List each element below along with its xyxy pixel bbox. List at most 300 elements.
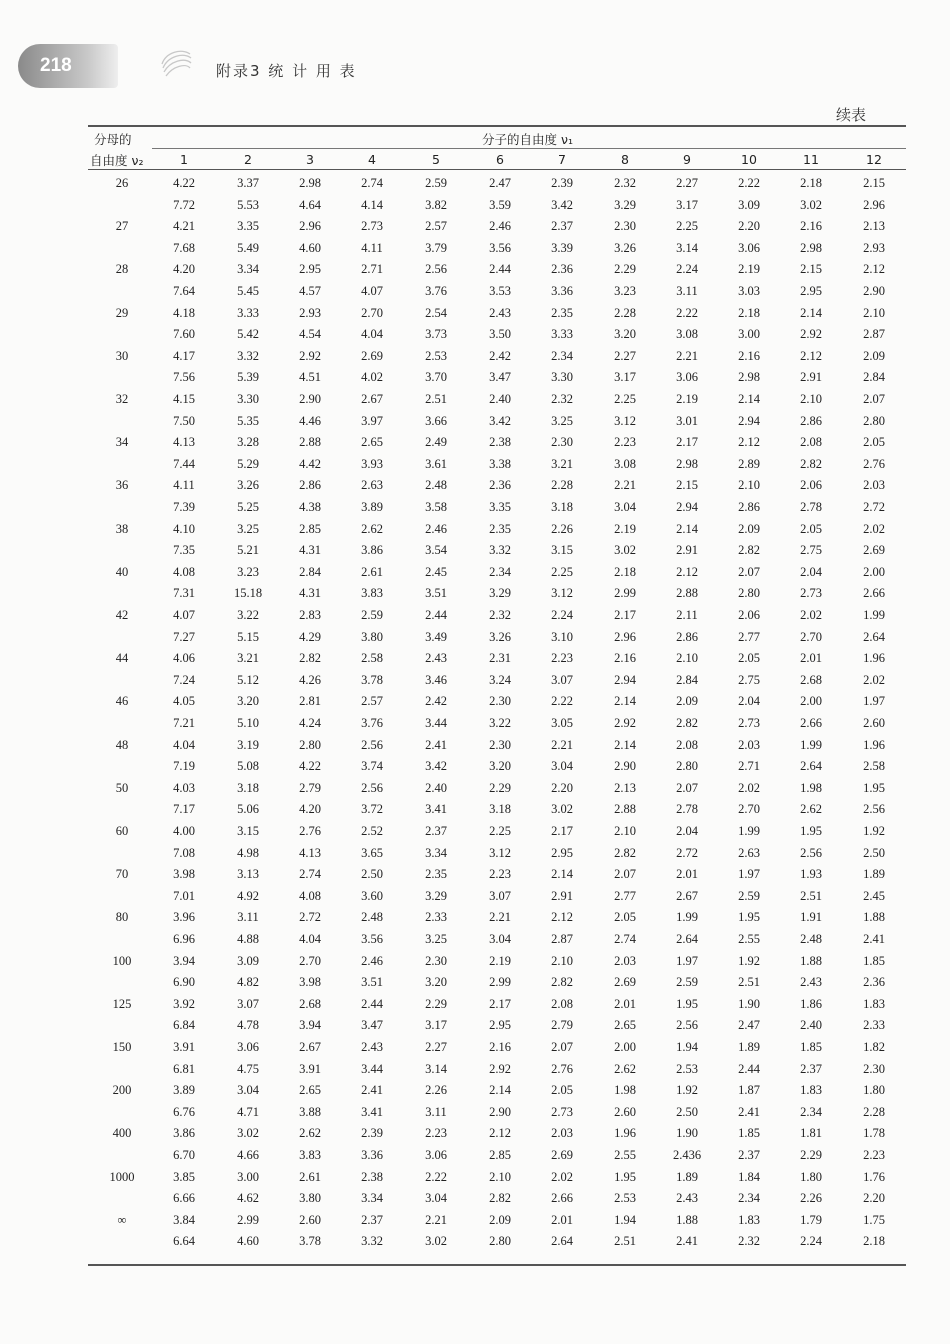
table-cell: 3.59 bbox=[489, 197, 511, 212]
table-cell: 2.67 bbox=[299, 1040, 321, 1054]
table-cell: 2.25 bbox=[676, 219, 698, 234]
table-cell: 6.70 bbox=[173, 1148, 195, 1162]
table-cell: 1.86 bbox=[800, 996, 822, 1011]
table-cell: 2.26 bbox=[800, 1191, 822, 1206]
table-cell: 2.56 bbox=[676, 1018, 698, 1033]
table-cell: 2.37 bbox=[425, 824, 447, 838]
table-cell: 4.15 bbox=[173, 392, 195, 406]
table-cell: 2.18 bbox=[738, 305, 760, 320]
table-cell: 3.35 bbox=[237, 219, 259, 234]
table-cell: 2.17 bbox=[614, 608, 636, 622]
table-cell: 2.28 bbox=[614, 305, 636, 320]
table-cell: 1.95 bbox=[614, 1169, 636, 1184]
table-cell: 4.57 bbox=[299, 284, 321, 298]
table-cell: 3.19 bbox=[237, 737, 259, 752]
table-cell: 2.85 bbox=[489, 1148, 511, 1162]
table-cell: 2.21 bbox=[614, 478, 636, 493]
table-cell: 3.65 bbox=[361, 845, 383, 860]
table-cell: 2.88 bbox=[299, 435, 321, 450]
running-head: 附录3 统 计 用 表 bbox=[216, 62, 357, 80]
table-cell: 2.09 bbox=[863, 348, 885, 363]
table-cell: 3.08 bbox=[614, 456, 636, 471]
table-cell: 2.03 bbox=[614, 953, 636, 968]
table-cell: 2.22 bbox=[738, 176, 760, 190]
table-cell: 3.34 bbox=[237, 262, 259, 277]
table-cell: 2.12 bbox=[800, 348, 822, 363]
table-cell: 2.29 bbox=[425, 996, 447, 1011]
table-cell: 7.19 bbox=[173, 759, 195, 774]
table-cell: 2.70 bbox=[361, 305, 383, 320]
table-cell: 3.32 bbox=[489, 543, 511, 558]
table-cell: 4.31 bbox=[299, 586, 321, 601]
table-cell: 5.35 bbox=[237, 413, 259, 428]
table-cell: 5.49 bbox=[237, 240, 259, 255]
table-cell: 2.14 bbox=[489, 1083, 511, 1098]
table-cell: 2.01 bbox=[614, 996, 636, 1011]
table-cell: 2.23 bbox=[425, 1126, 447, 1141]
table-cell: 2.84 bbox=[863, 370, 885, 385]
table-cell: 3.41 bbox=[361, 1104, 383, 1119]
table-cell: 2.74 bbox=[299, 867, 321, 882]
column-header: 2 bbox=[244, 152, 252, 167]
table-cell: 3.02 bbox=[237, 1126, 259, 1141]
table-cell: 2.60 bbox=[863, 716, 885, 730]
table-cell: 2.78 bbox=[800, 500, 822, 514]
table-cell: 3.97 bbox=[361, 413, 383, 428]
table-cell: 2.79 bbox=[299, 780, 321, 795]
table-cell: 3.34 bbox=[361, 1191, 383, 1206]
table-cell: 3.38 bbox=[489, 456, 511, 471]
table-cell: 3.91 bbox=[299, 1061, 321, 1076]
table-cell: 2.41 bbox=[863, 932, 885, 946]
table-cell: 2.32 bbox=[614, 176, 636, 190]
table-cell: 2.56 bbox=[425, 262, 447, 277]
table-cell: 3.06 bbox=[425, 1148, 447, 1162]
table-cell: 4.21 bbox=[173, 219, 195, 234]
table-cell: 3.18 bbox=[489, 802, 511, 817]
table-cell: 2.17 bbox=[551, 824, 573, 838]
table-cell: 7.27 bbox=[173, 629, 195, 644]
table-cell: 4.64 bbox=[299, 197, 321, 212]
table-cell: 2.70 bbox=[800, 629, 822, 644]
table-cell: 2.72 bbox=[299, 910, 321, 925]
table-cell: 1.95 bbox=[738, 910, 760, 925]
table-cell: 2.62 bbox=[361, 521, 383, 536]
table-cell: 2.36 bbox=[863, 975, 885, 990]
table-cell: 3.17 bbox=[676, 197, 698, 212]
table-cell: 2.76 bbox=[299, 824, 321, 838]
table-cell: 2.30 bbox=[863, 1061, 885, 1076]
table-cell: 2.25 bbox=[489, 824, 511, 838]
table-cell: 2.14 bbox=[614, 737, 636, 752]
table-cell: 3.79 bbox=[425, 240, 447, 255]
table-cell: 2.64 bbox=[676, 932, 698, 946]
table-cell: 2.19 bbox=[489, 953, 511, 968]
table-cell: 2.75 bbox=[800, 543, 822, 558]
table-cell: 3.42 bbox=[551, 197, 573, 212]
table-cell: 3.98 bbox=[173, 867, 195, 882]
table-cell: 2.41 bbox=[425, 737, 447, 752]
table-cell: 3.25 bbox=[237, 521, 259, 536]
table-cell: 2.80 bbox=[489, 1234, 511, 1249]
table-top-rule bbox=[88, 125, 906, 127]
table-cell: 3.94 bbox=[173, 953, 195, 968]
table-cell: 2.61 bbox=[299, 1169, 321, 1184]
table-cell: 3.15 bbox=[551, 543, 573, 558]
column-header: 7 bbox=[558, 152, 566, 167]
table-cell: 2.08 bbox=[551, 996, 573, 1011]
table-cell: 5.25 bbox=[237, 500, 259, 514]
table-cell: 2.70 bbox=[738, 802, 760, 817]
table-cell: 2.19 bbox=[738, 262, 760, 277]
table-cell: 2.27 bbox=[676, 176, 698, 190]
table-cell: 2.65 bbox=[614, 1018, 636, 1033]
table-cell: 3.36 bbox=[551, 284, 573, 298]
table-cell: 4.00 bbox=[173, 824, 195, 838]
table-cell: 3.92 bbox=[173, 996, 195, 1011]
table-cell: 4.22 bbox=[299, 759, 321, 774]
table-cell: 4.24 bbox=[299, 716, 321, 730]
table-cell: 4.07 bbox=[361, 284, 383, 298]
table-cell: 3.06 bbox=[738, 240, 760, 255]
table-cell: 1.88 bbox=[863, 910, 885, 925]
continued-label: 续表 bbox=[836, 106, 867, 124]
table-cell: 2.91 bbox=[551, 888, 573, 903]
table-cell: 3.03 bbox=[738, 284, 760, 298]
table-cell: 4.05 bbox=[173, 694, 195, 709]
table-cell: 2.67 bbox=[361, 392, 383, 406]
table-cell: 4.51 bbox=[299, 370, 321, 385]
table-cell: 3.44 bbox=[361, 1061, 383, 1076]
table-cell: 2.14 bbox=[676, 521, 698, 536]
table-cell: 2.62 bbox=[614, 1061, 636, 1076]
table-cell: 2.37 bbox=[361, 1212, 383, 1227]
table-cell: 2.42 bbox=[489, 348, 511, 363]
table-cell: 3.10 bbox=[551, 629, 573, 644]
table-cell: 2.46 bbox=[361, 953, 383, 968]
table-cell: 2.15 bbox=[676, 478, 698, 493]
table-cell: 4.71 bbox=[237, 1104, 259, 1119]
table-cell: 2.23 bbox=[489, 867, 511, 882]
table-cell: 2.34 bbox=[489, 564, 511, 579]
table-cell: 5.45 bbox=[237, 284, 259, 298]
table-cell: 3.36 bbox=[361, 1148, 383, 1162]
page-number-badge bbox=[18, 44, 118, 88]
table-cell: 3.23 bbox=[614, 284, 636, 298]
table-cell: 4.20 bbox=[173, 262, 195, 277]
table-cell: 2.98 bbox=[800, 240, 822, 255]
table-cell: 2.56 bbox=[361, 737, 383, 752]
table-cell: 2.77 bbox=[738, 629, 760, 644]
table-cell: 2.10 bbox=[551, 953, 573, 968]
table-cell: 2.27 bbox=[614, 348, 636, 363]
table-cell: 2.55 bbox=[738, 932, 760, 946]
df-label: 48 bbox=[115, 737, 129, 752]
table-cell: 2.16 bbox=[489, 1040, 511, 1054]
table-cell: 1.95 bbox=[676, 996, 698, 1011]
table-cell: 1.95 bbox=[863, 780, 885, 795]
table-cell: 2.55 bbox=[614, 1148, 636, 1162]
table-cell: 2.82 bbox=[676, 716, 698, 730]
table-cell: 3.39 bbox=[551, 240, 573, 255]
table-cell: 3.84 bbox=[173, 1212, 195, 1227]
table-cell: 2.82 bbox=[299, 651, 321, 666]
table-cell: 2.46 bbox=[425, 521, 447, 536]
table-cell: 2.29 bbox=[614, 262, 636, 277]
column-header: 11 bbox=[803, 152, 819, 167]
table-cell: 6.90 bbox=[173, 975, 195, 990]
table-cell: 2.51 bbox=[738, 975, 760, 990]
table-cell: 3.29 bbox=[614, 197, 636, 212]
table-cell: 4.46 bbox=[299, 413, 321, 428]
table-cell: 2.13 bbox=[863, 219, 885, 234]
table-cell: 2.10 bbox=[738, 478, 760, 493]
table-cell: 3.21 bbox=[551, 456, 573, 471]
table-cell: 2.34 bbox=[738, 1191, 760, 1206]
table-cell: 2.51 bbox=[800, 888, 822, 903]
df-label: 400 bbox=[112, 1126, 132, 1141]
table-cell: 2.25 bbox=[551, 564, 573, 579]
table-cell: 3.24 bbox=[489, 672, 511, 687]
row-header-line2: 自由度 ν₂ bbox=[90, 153, 144, 168]
table-cell: 2.36 bbox=[551, 262, 573, 277]
table-cell: 3.26 bbox=[489, 629, 511, 644]
table-cell: 2.40 bbox=[425, 780, 447, 795]
table-cell: 2.82 bbox=[489, 1191, 511, 1206]
table-cell: 2.23 bbox=[551, 651, 573, 666]
table-cell: 2.30 bbox=[489, 694, 511, 709]
table-cell: 1.96 bbox=[863, 651, 885, 666]
table-cell: 4.92 bbox=[237, 888, 259, 903]
table-cell: 3.37 bbox=[237, 176, 259, 190]
table-cell: 3.47 bbox=[489, 370, 511, 385]
table-cell: 3.20 bbox=[237, 694, 259, 709]
table-cell: 2.66 bbox=[551, 1191, 573, 1206]
table-cell: 2.64 bbox=[800, 759, 822, 774]
df-label: 30 bbox=[115, 348, 129, 363]
table-cell: 3.47 bbox=[361, 1018, 383, 1033]
table-cell: 7.68 bbox=[173, 240, 195, 255]
df-label: ∞ bbox=[117, 1212, 127, 1227]
table-cell: 1.90 bbox=[738, 996, 760, 1011]
table-cell: 3.09 bbox=[738, 197, 760, 212]
table-cell: 3.35 bbox=[489, 500, 511, 514]
table-cell: 2.10 bbox=[800, 392, 822, 406]
table-cell: 2.10 bbox=[863, 305, 885, 320]
column-header: 5 bbox=[432, 152, 440, 167]
table-cell: 3.22 bbox=[237, 608, 259, 622]
table-cell: 2.50 bbox=[676, 1104, 698, 1119]
table-cell: 2.82 bbox=[738, 543, 760, 558]
table-cell: 2.76 bbox=[863, 456, 885, 471]
table-cell: 2.90 bbox=[614, 759, 636, 774]
table-cell: 3.41 bbox=[425, 802, 447, 817]
table-cell: 7.64 bbox=[173, 284, 195, 298]
table-cell: 2.68 bbox=[800, 672, 822, 687]
table-cell: 2.66 bbox=[800, 716, 822, 730]
table-cell: 2.53 bbox=[676, 1061, 698, 1076]
table-cell: 2.87 bbox=[551, 932, 573, 946]
df-label: 70 bbox=[115, 867, 129, 882]
table-cell: 2.16 bbox=[614, 651, 636, 666]
table-cell: 4.08 bbox=[173, 564, 195, 579]
table-cell: 5.53 bbox=[237, 197, 259, 212]
table-cell: 2.64 bbox=[551, 1234, 573, 1249]
table-cell: 4.18 bbox=[173, 305, 195, 320]
table-cell: 2.09 bbox=[489, 1212, 511, 1227]
table-cell: 4.04 bbox=[361, 327, 383, 342]
table-cell: 7.56 bbox=[173, 370, 195, 385]
table-cell: 2.15 bbox=[863, 176, 885, 190]
table-cell: 2.44 bbox=[738, 1061, 760, 1076]
table-cell: 2.29 bbox=[800, 1148, 822, 1162]
table-cell: 2.87 bbox=[863, 327, 885, 342]
table-cell: 2.10 bbox=[676, 651, 698, 666]
table-cell: 3.02 bbox=[551, 802, 573, 817]
table-cell: 2.63 bbox=[361, 478, 383, 493]
table-cell: 2.71 bbox=[361, 262, 383, 277]
table-cell: 2.05 bbox=[863, 435, 885, 450]
table-cell: 1.88 bbox=[676, 1212, 698, 1227]
table-cell: 2.98 bbox=[738, 370, 760, 385]
table-cell: 2.80 bbox=[299, 737, 321, 752]
table-cell: 2.18 bbox=[800, 176, 822, 190]
table-cell: 3.51 bbox=[425, 586, 447, 601]
table-cell: 2.11 bbox=[676, 608, 698, 622]
table-cell: 1.85 bbox=[738, 1126, 760, 1141]
table-cell: 2.20 bbox=[863, 1191, 885, 1206]
table-cell: 2.43 bbox=[361, 1040, 383, 1054]
table-cell: 3.83 bbox=[361, 586, 383, 601]
table-cell: 5.12 bbox=[237, 672, 259, 687]
table-cell: 3.74 bbox=[361, 759, 383, 774]
table-cell: 2.80 bbox=[676, 759, 698, 774]
column-header: 9 bbox=[683, 152, 691, 167]
table-cell: 2.22 bbox=[676, 305, 698, 320]
table-cell: 3.12 bbox=[489, 845, 511, 860]
table-cell: 3.98 bbox=[299, 975, 321, 990]
table-cell: 3.07 bbox=[237, 996, 259, 1011]
table-cell: 3.20 bbox=[489, 759, 511, 774]
table-cell: 1.92 bbox=[863, 824, 885, 838]
table-cell: 2.21 bbox=[551, 737, 573, 752]
table-cell: 1.85 bbox=[863, 953, 885, 968]
table-cell: 2.99 bbox=[614, 586, 636, 601]
table-cell: 3.94 bbox=[299, 1018, 321, 1033]
table-cell: 2.56 bbox=[863, 802, 885, 817]
table-cell: 3.11 bbox=[676, 284, 698, 298]
table-cell: 1.89 bbox=[738, 1040, 760, 1054]
table-cell: 2.86 bbox=[676, 629, 698, 644]
table-cell: 1.87 bbox=[738, 1083, 760, 1098]
table-cell: 2.61 bbox=[361, 564, 383, 579]
table-cell: 1.91 bbox=[800, 910, 822, 925]
table-cell: 2.41 bbox=[361, 1083, 383, 1098]
table-cell: 3.89 bbox=[173, 1083, 195, 1098]
table-cell: 3.09 bbox=[237, 953, 259, 968]
table-cell: 7.01 bbox=[173, 888, 195, 903]
table-cell: 2.63 bbox=[738, 845, 760, 860]
table-cell: 2.00 bbox=[800, 694, 822, 709]
table-cell: 2.41 bbox=[676, 1234, 698, 1249]
table-cell: 2.02 bbox=[863, 521, 885, 536]
table-cell: 2.34 bbox=[800, 1104, 822, 1119]
table-cell: 4.98 bbox=[237, 845, 259, 860]
table-cell: 7.31 bbox=[173, 586, 195, 601]
table-cell: 2.94 bbox=[738, 413, 760, 428]
table-cell: 3.82 bbox=[425, 197, 447, 212]
table-cell: 1.88 bbox=[800, 953, 822, 968]
table-cell: 4.38 bbox=[299, 500, 321, 514]
table-cell: 3.25 bbox=[425, 932, 447, 946]
table-cell: 1.95 bbox=[800, 824, 822, 838]
table-cell: 2.26 bbox=[425, 1083, 447, 1098]
table-cell: 3.42 bbox=[425, 759, 447, 774]
table-cell: 2.00 bbox=[614, 1040, 636, 1054]
table-cell: 1.76 bbox=[863, 1169, 885, 1184]
table-cell: 3.76 bbox=[361, 716, 383, 730]
table-cell: 6.64 bbox=[173, 1234, 195, 1249]
table-cell: 3.32 bbox=[361, 1234, 383, 1249]
table-cell: 2.07 bbox=[676, 780, 698, 795]
column-header: 8 bbox=[621, 152, 629, 167]
table-cell: 1.92 bbox=[738, 953, 760, 968]
table-cell: 1.80 bbox=[800, 1169, 822, 1184]
row-header-line1: 分母的 bbox=[94, 132, 132, 147]
table-cell: 2.05 bbox=[551, 1083, 573, 1098]
table-cell: 2.49 bbox=[425, 435, 447, 450]
df-label: 32 bbox=[115, 392, 129, 406]
table-cell: 2.436 bbox=[672, 1148, 702, 1162]
table-cell: 4.82 bbox=[237, 975, 259, 990]
table-cell: 2.96 bbox=[863, 197, 885, 212]
table-cell: 3.51 bbox=[361, 975, 383, 990]
df-label: 38 bbox=[115, 521, 129, 536]
table-cell: 2.08 bbox=[676, 737, 698, 752]
table-cell: 1.96 bbox=[863, 737, 885, 752]
table-cell: 3.83 bbox=[299, 1148, 321, 1162]
table-cell: 1.96 bbox=[614, 1126, 636, 1141]
table-cell: 3.12 bbox=[551, 586, 573, 601]
table-cell: 2.02 bbox=[551, 1169, 573, 1184]
table-cell: 4.62 bbox=[237, 1191, 259, 1206]
table-cell: 3.56 bbox=[489, 240, 511, 255]
table-cell: 2.14 bbox=[738, 392, 760, 406]
df-label: 29 bbox=[115, 305, 129, 320]
table-cell: 2.27 bbox=[425, 1040, 447, 1054]
table-cell: 2.86 bbox=[299, 478, 321, 493]
table-cell: 3.33 bbox=[551, 327, 573, 342]
table-cell: 2.01 bbox=[676, 867, 698, 882]
table-cell: 2.23 bbox=[614, 435, 636, 450]
table-cell: 1.98 bbox=[614, 1083, 636, 1098]
table-cell: 1.97 bbox=[738, 867, 760, 882]
table-cell: 1.99 bbox=[676, 910, 698, 925]
table-cell: 3.17 bbox=[425, 1018, 447, 1033]
table-cell: 2.47 bbox=[489, 176, 511, 190]
table-cell: 2.54 bbox=[425, 305, 447, 320]
table-cell: 2.90 bbox=[863, 284, 885, 298]
table-cell: 2.95 bbox=[800, 284, 822, 298]
table-cell: 2.09 bbox=[676, 694, 698, 709]
group-header: 分子的自由度 ν₁ bbox=[482, 132, 573, 147]
table-cell: 2.99 bbox=[489, 975, 511, 990]
table-cell: 3.30 bbox=[237, 392, 259, 406]
table-cell: 7.21 bbox=[173, 716, 195, 730]
table-cell: 2.94 bbox=[676, 500, 698, 514]
table-cell: 2.32 bbox=[551, 392, 573, 406]
table-cell: 2.69 bbox=[361, 348, 383, 363]
